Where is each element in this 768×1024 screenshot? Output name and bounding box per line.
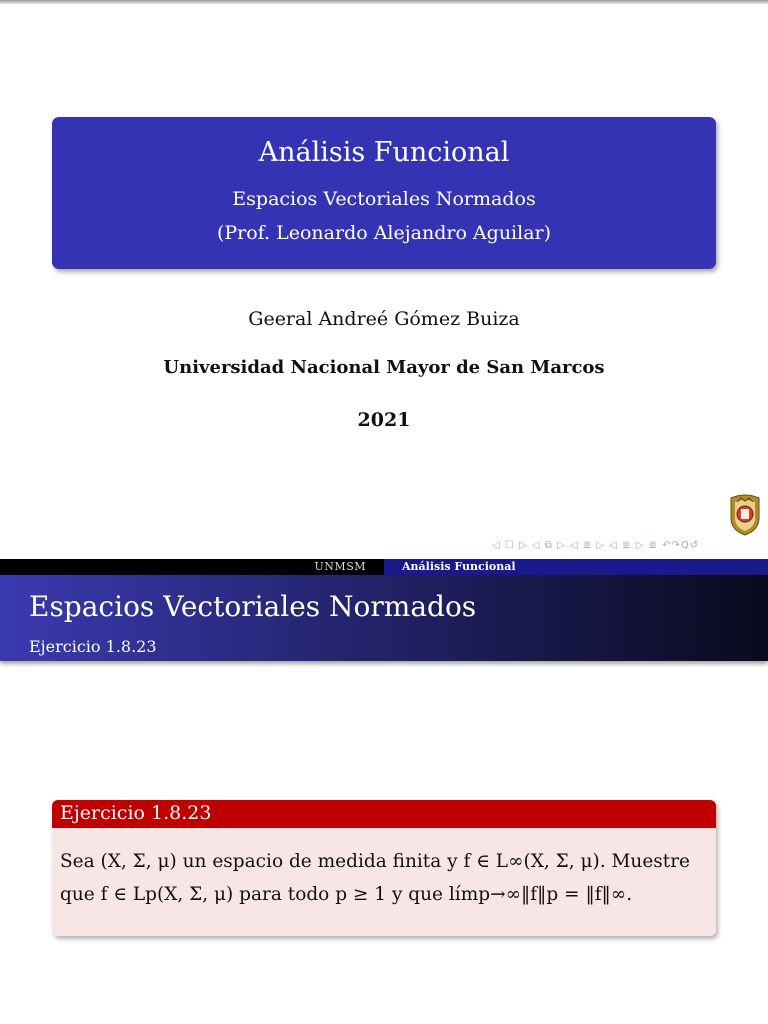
institute: Universidad Nacional Mayor de San Marcos bbox=[163, 357, 605, 378]
headline-right bbox=[384, 559, 768, 575]
frame-title: Espacios Vectoriales Normados bbox=[29, 590, 477, 623]
exercise-block bbox=[52, 800, 716, 936]
top-border bbox=[0, 0, 768, 4]
date: 2021 bbox=[357, 409, 411, 431]
exercise-statement-line-1: Sea (X, Σ, μ) un espacio de medida finita y f ∈ L∞(X, Σ, μ). Muestre bbox=[60, 851, 691, 872]
frame-title-bar bbox=[0, 575, 768, 661]
headline-left bbox=[0, 559, 384, 575]
exercise-block-body bbox=[52, 828, 716, 936]
exercise-block-header bbox=[52, 800, 716, 828]
presentation-subtitle: Espacios Vectoriales Normados bbox=[232, 188, 536, 210]
university-seal-icon bbox=[727, 494, 763, 536]
presentation-title: Análisis Funcional bbox=[258, 137, 510, 168]
headline-institute: UNMSM bbox=[314, 560, 366, 573]
headline-bar bbox=[0, 559, 768, 575]
headline-title: Análisis Funcional bbox=[402, 560, 516, 573]
presentation-professor: (Prof. Leonardo Alejandro Aguilar) bbox=[216, 222, 552, 244]
beamer-navigation-symbols[interactable]: ◁ ☐ ▷ ◁ ⧉ ▷ ◁ ≣ ▷ ◁ ≣ ▷ ≣ ↶↷Q↺ bbox=[492, 540, 700, 551]
exercise-statement-line-2: que f ∈ Lp(X, Σ, μ) para todo p ≥ 1 y que límp→∞‖f‖p = ‖f‖∞. bbox=[60, 884, 633, 905]
author: Geeral Andreé Gómez Buiza bbox=[248, 308, 520, 330]
exercise-block-title: Ejercicio 1.8.23 bbox=[60, 802, 212, 824]
frame-subtitle: Ejercicio 1.8.23 bbox=[29, 637, 157, 656]
title-box bbox=[52, 117, 716, 269]
